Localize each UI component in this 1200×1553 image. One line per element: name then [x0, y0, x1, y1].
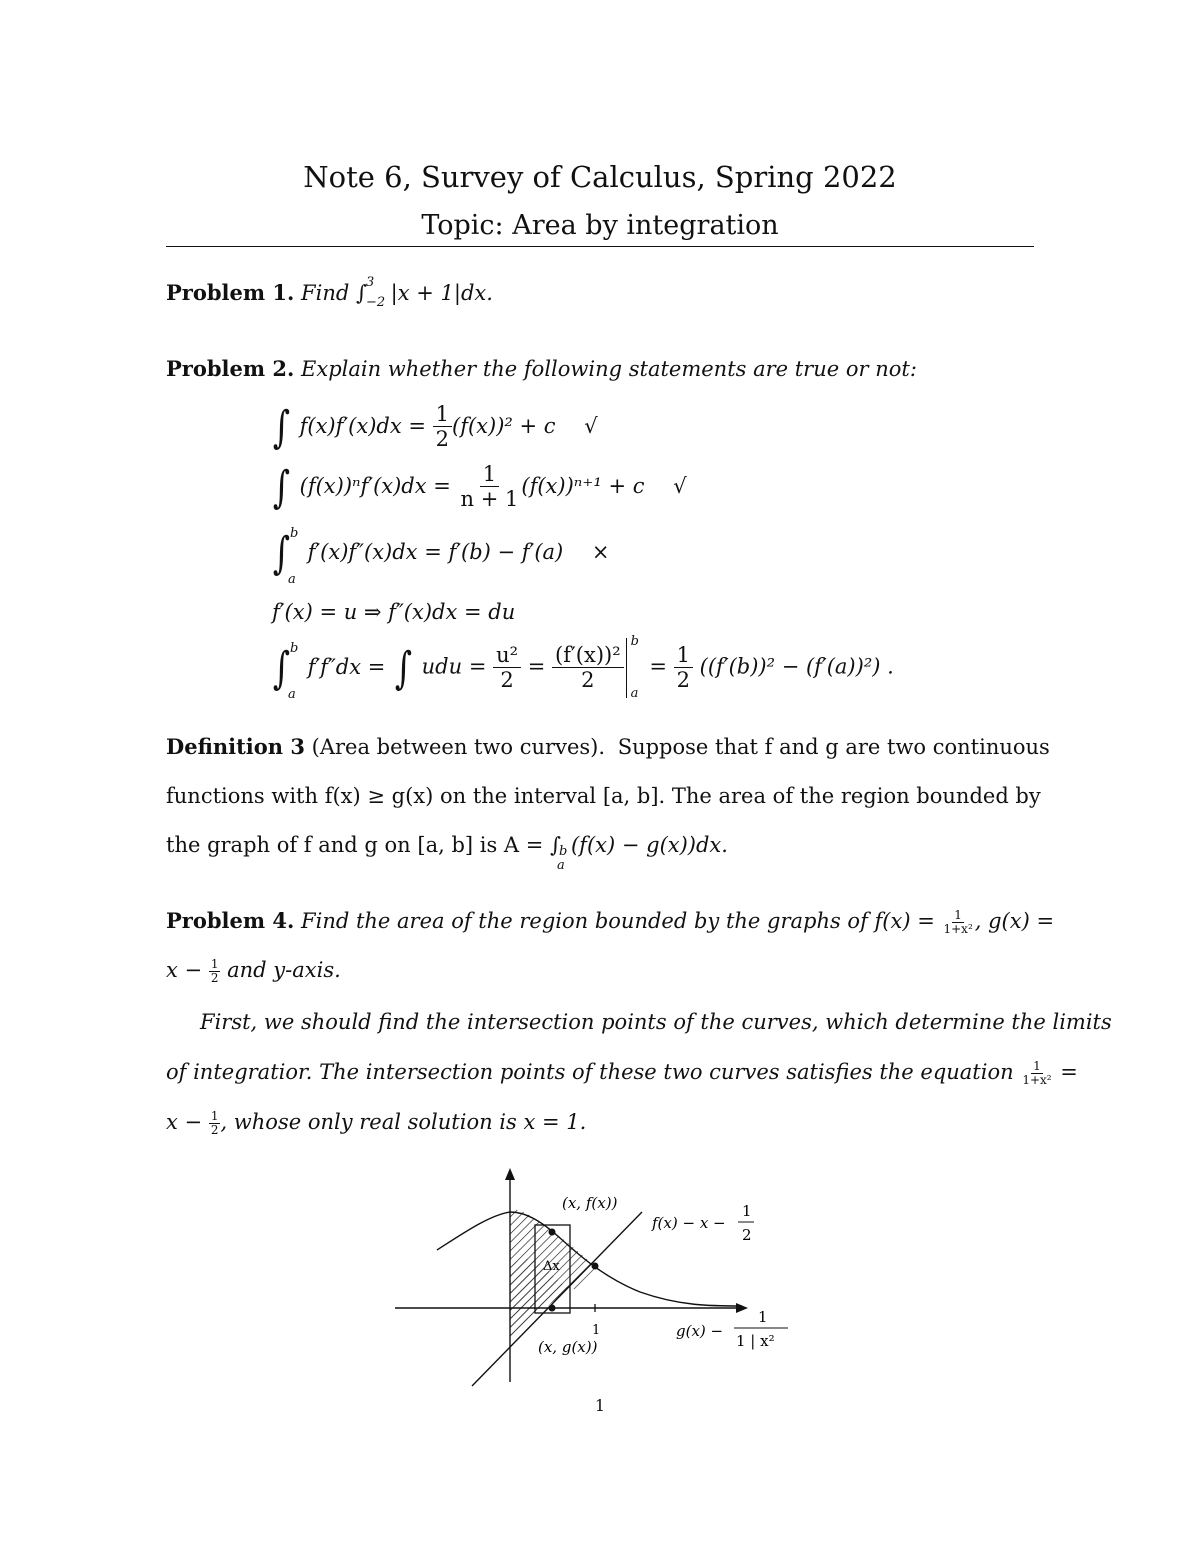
- equation-5: [270, 634, 894, 702]
- x-axis-arrow: [736, 1303, 748, 1313]
- eq1-lhs: f(x)f′(x)dx =: [299, 414, 426, 438]
- problem-4-text-2b: and y-axis.: [227, 958, 341, 983]
- eq3-upper: b: [290, 526, 299, 541]
- label-f: f(x) − x −: [652, 1214, 726, 1232]
- definition-3-name: (Area between two curves).: [311, 735, 606, 759]
- eq1-check-mark: √: [584, 414, 598, 438]
- eq2-rhs: (f(x))ⁿ⁺¹ + c: [521, 474, 645, 498]
- label-point-top: (x, f(x)): [562, 1194, 618, 1212]
- integral-sign: ∫: [272, 462, 291, 513]
- definition-3-integrand: (f(x) − g(x))dx.: [570, 833, 728, 857]
- eq5-lhs: f′f″dx =: [307, 654, 386, 679]
- problem-4-half-num: 1: [210, 957, 219, 971]
- definition-3-text-3: the graph of f and g on [a, b] is A = ∫: [166, 833, 561, 857]
- eq5-lower: a: [288, 686, 296, 702]
- integral-sign: ∫: [272, 402, 291, 453]
- definition-3-line-2: functions with f(x) ≥ g(x) on the interval [a, b]. The area of the region bounded by: [166, 784, 1041, 808]
- integral-sign: ∫: [394, 642, 413, 694]
- problem-4-para-3-post: , whose only real solution is x = 1.: [220, 1110, 587, 1135]
- definition-3-label: Definition 3: [166, 734, 305, 759]
- eq5-half-num: 1: [674, 644, 693, 668]
- problem-4-eq-den: 1+x²: [1022, 1073, 1052, 1088]
- problem-4-paragraph-2: [166, 1060, 1078, 1087]
- eq5-frac1: [493, 644, 521, 692]
- definition-3-text-1: Suppose that f and g are two continuous: [617, 735, 1050, 759]
- problem-4-eq-fraction: [1020, 1060, 1053, 1087]
- eq5-frac1-den: 2: [500, 667, 514, 692]
- eq2-fraction: [458, 463, 522, 511]
- eq5-integral: [270, 640, 299, 702]
- document-topic: Topic: Area by integration: [421, 210, 779, 241]
- problem-2-label: Problem 2.: [166, 356, 295, 381]
- equation-3: [270, 526, 610, 587]
- page-number: 1: [594, 1396, 606, 1415]
- eq3-integral: [270, 526, 299, 587]
- eq3-body: f′(x)f″(x)dx = f′(b) − f′(a): [307, 540, 564, 564]
- problem-4-f-den: 1+x²: [943, 922, 973, 936]
- eq5-eval-lower: a: [630, 686, 639, 701]
- eq5-half-den: 2: [676, 667, 690, 692]
- eq1-fraction: [433, 403, 452, 451]
- eq2-check-mark: √: [673, 474, 687, 498]
- problem-4-half: [209, 958, 221, 985]
- eq5-frac2-den: 2: [581, 667, 595, 692]
- problem-4-f-num: 1: [954, 907, 962, 922]
- eq2-num: 1: [480, 463, 499, 487]
- definition-3-line-1: [166, 734, 1050, 759]
- eq5-mid: udu =: [421, 654, 487, 679]
- eq3-cross-mark: ×: [591, 540, 610, 564]
- problem-4-label: Problem 4.: [166, 908, 295, 933]
- problem-4-para-3-half-den: 2: [210, 1123, 219, 1138]
- eq2-lhs: (f(x))ⁿf′(x)dx =: [299, 474, 451, 498]
- y-axis-arrow: [505, 1168, 515, 1180]
- tick-label-1: 1: [592, 1323, 601, 1338]
- problem-1-find: Find: [301, 281, 350, 305]
- eq3-lower: a: [288, 572, 296, 587]
- problem-4-half-den: 2: [210, 971, 219, 986]
- definition-3-upper: b: [558, 844, 568, 859]
- integral-sign: ∫: [272, 642, 291, 694]
- equation-2: [270, 462, 687, 513]
- problem-4-para-2-equals: =: [1060, 1060, 1078, 1085]
- eq5-frac1-num: u²: [493, 644, 521, 668]
- problem-4-text-1b: , g(x) =: [974, 909, 1055, 933]
- problem-2: [166, 356, 917, 381]
- problem-4-para-3-half-num: 1: [210, 1109, 219, 1123]
- problem-1-integral: ∫ 3 −2: [355, 275, 386, 310]
- label-f-num: 1: [742, 1202, 752, 1220]
- eq5-end: ((f′(b))² − (f′(a))²) .: [699, 654, 894, 679]
- label-g: g(x) −: [676, 1322, 724, 1340]
- dx-label: Δx: [543, 1259, 560, 1274]
- problem-4-eq-num: 1: [1033, 1059, 1041, 1073]
- problem-4-text-2: x −: [166, 958, 203, 983]
- problem-4-para-3-text: x −: [166, 1110, 203, 1135]
- eq5-upper: b: [290, 640, 299, 656]
- problem-1-integrand: |x + 1|dx.: [390, 281, 493, 305]
- point-bottom: [549, 1305, 556, 1312]
- eq1-rhs: (f(x))² + c: [452, 414, 556, 438]
- eq5-half: [674, 644, 693, 692]
- problem-4-text-1: Find the area of the region bounded by the graphs of f(x) =: [301, 909, 935, 933]
- eq5-evaluation-bar: [626, 634, 643, 701]
- problem-4-paragraph-1: First, we should find the intersection points of the curves, which determine the limits: [200, 1010, 1112, 1034]
- eq2-den: n + 1: [460, 487, 519, 512]
- problem-1: [166, 275, 493, 310]
- problem-4-para-2-text: of integratior. The intersection points of these two curves satisfies the equation: [166, 1060, 1014, 1085]
- document-title: Note 6, Survey of Calculus, Spring 2022: [303, 160, 897, 194]
- label-point-bottom: (x, g(x)): [538, 1338, 598, 1356]
- label-g-num: 1: [758, 1308, 768, 1326]
- title-rule: [166, 246, 1034, 247]
- eq5-frac2-num: (f′(x))²: [552, 644, 624, 668]
- eq5-frac2: [552, 644, 624, 692]
- definition-3-lower: a: [556, 858, 565, 873]
- problem-4-line-2: [166, 958, 341, 985]
- definition-3-line-3: [166, 833, 728, 873]
- problem-1-lower: −2: [365, 295, 386, 310]
- equation-1: [270, 402, 598, 453]
- equation-4: f′(x) = u ⇒ f″(x)dx = du: [272, 600, 516, 624]
- eq5-eval-upper: b: [630, 634, 639, 649]
- integral-sign: ∫: [272, 528, 291, 579]
- problem-4-para-3-half: [209, 1110, 221, 1137]
- label-f-den: 2: [742, 1226, 752, 1244]
- problem-1-label: Problem 1.: [166, 280, 295, 305]
- problem-2-text: Explain whether the following statements are true or not:: [301, 357, 917, 381]
- area-figure: [380, 1160, 820, 1390]
- eq5-equals: =: [527, 654, 546, 679]
- point-top: [549, 1229, 556, 1236]
- problem-4-paragraph-3: [166, 1110, 586, 1137]
- intersection-point: [592, 1263, 599, 1270]
- problem-4-f-fraction: [941, 909, 974, 936]
- eq1-num: 1: [433, 403, 452, 427]
- problem-1-upper: 3: [365, 275, 375, 290]
- problem-4-line-1: [166, 908, 1054, 936]
- label-g-den: 1 | x²: [736, 1332, 775, 1350]
- eq1-den: 2: [435, 427, 450, 452]
- eq5-equals-2: =: [649, 654, 667, 679]
